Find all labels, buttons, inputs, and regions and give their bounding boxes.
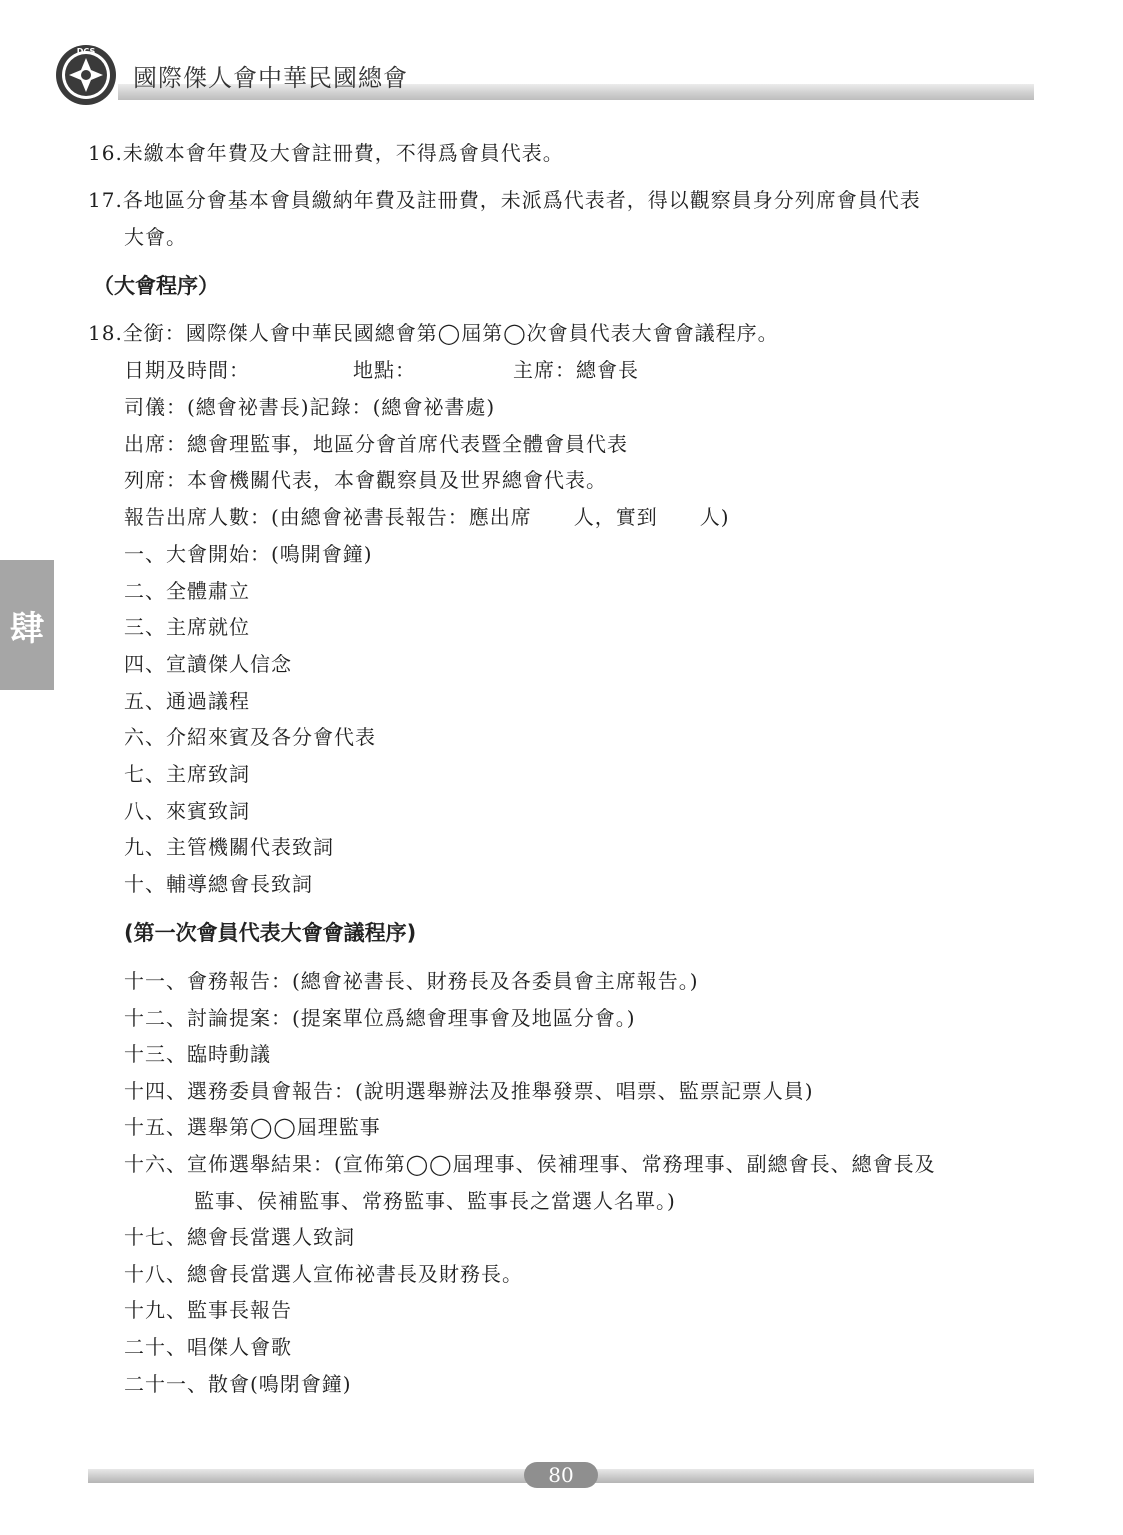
step-7: 七、主席致詞: [124, 762, 250, 786]
step-17: 十七、總會長當選人致詞: [124, 1225, 355, 1249]
location-label: 地點：: [353, 358, 416, 382]
dcs-logo: [55, 44, 117, 106]
datetime-label: 日期及時間：: [124, 358, 250, 382]
page-number: 80: [524, 1462, 598, 1488]
step-13: 十三、臨時動議: [124, 1042, 271, 1066]
observers-line: 列席：本會機關代表，本會觀察員及世界總會代表。: [124, 468, 607, 492]
headcount-line: 報告出席人數：(由總會祕書長報告：應出席 人，實到 人): [124, 505, 730, 529]
item-17: 17.各地區分會基本會員繳納年費及註冊費，未派爲代表者，得以觀察員身分列席會員代表: [88, 188, 921, 212]
step-8: 八、來賓致詞: [124, 799, 250, 823]
mc-line: 司儀：(總會祕書長)記錄：(總會祕書處): [124, 395, 496, 419]
step-5: 五、通過議程: [124, 689, 250, 713]
step-19: 十九、監事長報告: [124, 1298, 292, 1322]
chair-label: 主席：總會長: [513, 358, 639, 382]
step-14: 十四、選務委員會報告：(說明選舉辦法及推舉發票、唱票、監票記票人員): [124, 1079, 814, 1103]
step-2: 二、全體肅立: [124, 579, 250, 603]
step-20: 二十、唱傑人會歌: [124, 1335, 292, 1359]
item-16: 16.未繳本會年費及大會註冊費，不得爲會員代表。: [88, 141, 564, 165]
step-6: 六、介紹來賓及各分會代表: [124, 725, 376, 749]
item-18: 18.全銜：國際傑人會中華民國總會第◯屆第◯次會員代表大會會議程序。: [88, 321, 779, 345]
step-10: 十、輔導總會長致詞: [124, 872, 313, 896]
step-16-cont: 監事、侯補監事、常務監事、監事長之當選人名單。): [194, 1189, 676, 1213]
logo-text: DCS: [76, 47, 96, 56]
step-16: 十六、宣佈選舉結果：(宣佈第◯◯屆理事、侯補理事、常務理事、副總會長、總會長及: [124, 1152, 936, 1176]
step-3: 三、主席就位: [124, 615, 250, 639]
item-17-cont: 大會。: [124, 225, 187, 249]
step-4: 四、宣讀傑人信念: [124, 652, 292, 676]
step-9: 九、主管機關代表致詞: [124, 835, 334, 859]
step-18: 十八、總會長當選人宣佈祕書長及財務長。: [124, 1262, 523, 1286]
step-21: 二十一、散會(鳴閉會鐘): [124, 1372, 352, 1396]
step-1: 一、大會開始：(鳴開會鐘): [124, 542, 373, 566]
section-heading-assembly: （大會程序）: [93, 274, 219, 298]
step-15: 十五、選舉第◯◯屆理監事: [124, 1115, 381, 1139]
step-11: 十一、會務報告：(總會祕書長、財務長及各委員會主席報告。): [124, 969, 699, 993]
section-heading-first-meeting: (第一次會員代表大會會議程序): [124, 921, 417, 945]
org-name: 國際傑人會中華民國總會: [133, 64, 408, 92]
chapter-side-tab: 肆: [0, 560, 54, 690]
step-12: 十二、討論提案：(提案單位爲總會理事會及地區分會。): [124, 1006, 636, 1030]
attendance-line: 出席：總會理監事，地區分會首席代表暨全體會員代表: [124, 432, 628, 456]
